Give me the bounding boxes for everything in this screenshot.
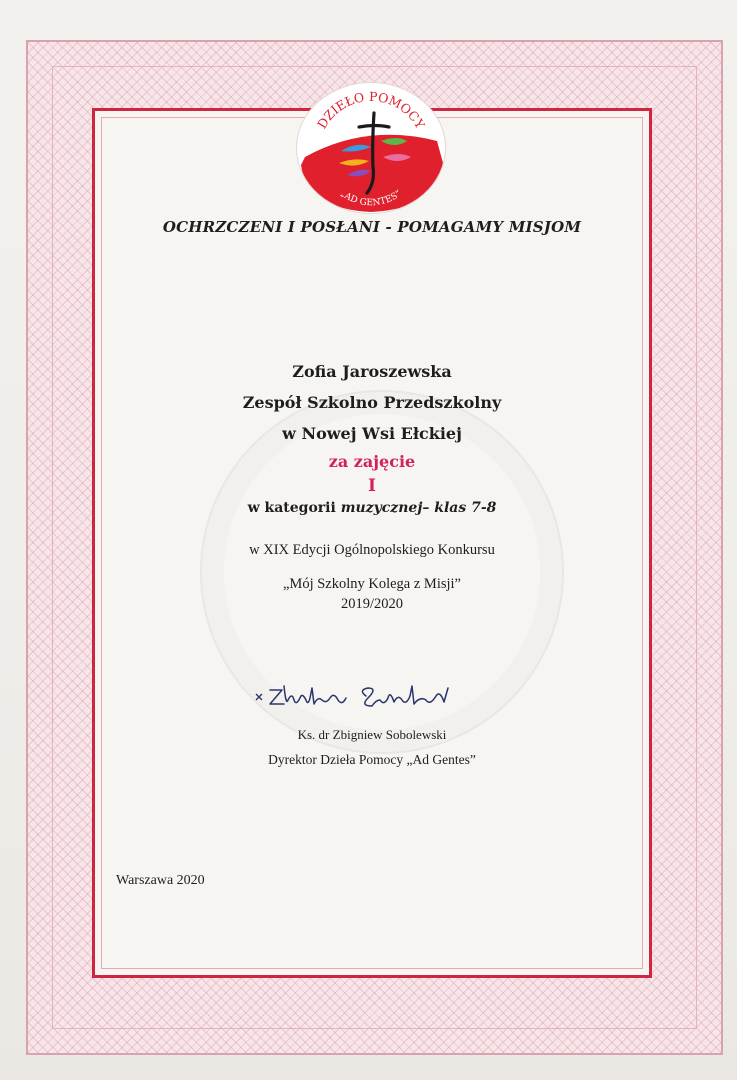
school-location: w Nowej Wsi Ełckiej	[282, 424, 462, 443]
category-prefix: w kategorii	[247, 500, 336, 516]
handwritten-signature	[250, 676, 470, 716]
logo-text-top: DZIEŁO POMOCY	[314, 88, 428, 132]
signature-graphic	[250, 676, 470, 716]
place-and-date: Warszawa 2020	[116, 873, 205, 888]
signer-name: Ks. dr Zbigniew Sobolewski	[297, 727, 447, 742]
signer-title: Dyrektor Dzieła Pomocy „Ad Gentes”	[268, 752, 476, 767]
logo-text-bottom: „AD GENTES”	[338, 188, 404, 209]
school-year: 2019/2020	[340, 596, 404, 612]
contest-edition: w XIX Edycji Ogólnopolskiego Konkursu	[249, 542, 495, 558]
logo-graphic	[297, 83, 445, 213]
recipient-name: Zofia Jaroszewska	[292, 362, 452, 381]
award-label: za zajęcie	[328, 452, 416, 471]
category-name: muzycznej–	[340, 500, 430, 516]
motto-heading: OCHRZCZENI I POSŁANI - POMAGAMY MISJOM	[162, 218, 582, 236]
school-name: Zespół Szkolno Przedszkolny	[242, 393, 502, 412]
category-suffix: klas 7-8	[434, 500, 497, 516]
award-place: I	[368, 476, 376, 496]
contest-name: „Mój Szkolny Kolega z Misji”	[282, 576, 461, 592]
ad-gentes-logo	[296, 82, 446, 214]
category-line	[92, 500, 652, 516]
